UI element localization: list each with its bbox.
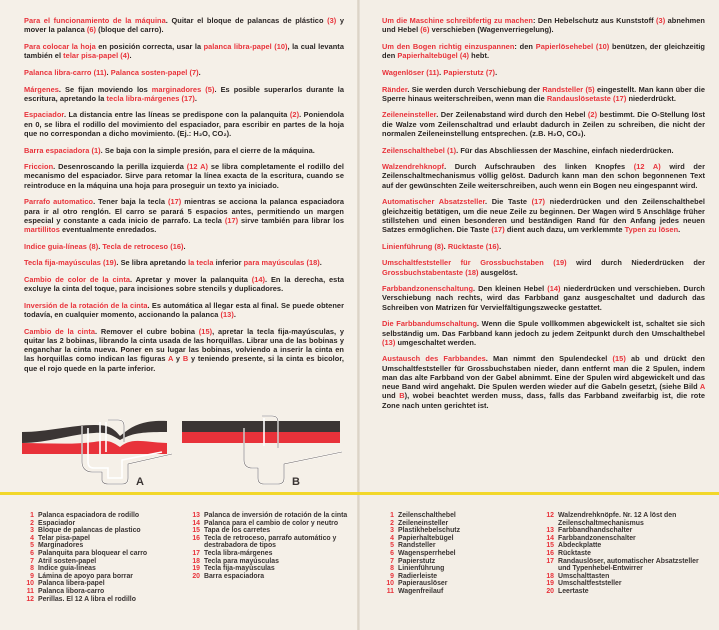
legend-item bbox=[382, 580, 532, 588]
legend-text: Abdeckplatte bbox=[558, 542, 602, 550]
legend-text: Umschaltfeststeller bbox=[558, 580, 622, 588]
body-text: und bbox=[382, 391, 400, 401]
highlight-term: (2) bbox=[587, 110, 598, 120]
legend-number: 17 bbox=[546, 557, 554, 565]
body-text: ), wobei beachtet werden muss, dass, falls das Farbband zweifarbig ist, die rote Zone nach unten gerichtet ist. bbox=[382, 391, 706, 410]
body-text: hebt. bbox=[469, 51, 490, 61]
body-text: . La distancia entre las líneas se predispone con la palanquita bbox=[63, 110, 290, 120]
legend-number: 16 bbox=[546, 549, 554, 557]
highlight-term: Para colocar la hoja bbox=[24, 41, 96, 51]
highlight-term: (12 A) bbox=[633, 162, 661, 172]
highlight-term: (17) bbox=[531, 197, 546, 207]
body-text: ausgelöst. bbox=[478, 267, 518, 277]
body-text: . Quitar el bloque de palancas de plástico bbox=[165, 16, 328, 25]
highlight-term: la tecla bbox=[188, 258, 214, 268]
instruction-paragraph bbox=[382, 68, 705, 77]
body-text: niederdrücken und verschieben. Durch Verschiebung nach rechts, wird das Farbband ganz ausgeschaltet und dadurch das Schreiben von Matrizen für Vervielfältigungszwecke gestattet. bbox=[382, 284, 705, 312]
body-text: . Der Zeilenabstand wird durch den Hebel bbox=[436, 110, 588, 120]
body-text: . bbox=[183, 241, 186, 251]
highlight-term: Zeilenschalthebel (1) bbox=[382, 145, 457, 155]
body-text: . Remover el cubre bobina bbox=[95, 326, 199, 336]
instruction-paragraph bbox=[382, 85, 705, 103]
body-text: . bbox=[678, 224, 681, 234]
highlight-term: Barra espaciadora (1) bbox=[24, 145, 101, 155]
legend-text: Wagenfreilauf bbox=[398, 587, 444, 595]
legend-item bbox=[22, 588, 182, 596]
body-text: . Sie werden durch Verschiebung der bbox=[407, 84, 543, 94]
legend-number: 13 bbox=[546, 527, 554, 535]
highlight-term: Randsteller (5) bbox=[542, 84, 595, 94]
highlight-term: Linienführung (8) bbox=[382, 241, 444, 251]
highlight-term: (6) bbox=[86, 25, 97, 35]
legend-text: Papierstutz bbox=[398, 557, 436, 565]
legend-item bbox=[542, 542, 707, 550]
highlight-term: Umschaltfeststeller für Grossbuchstaben (19) bbox=[382, 258, 567, 268]
legend-number: 9 bbox=[30, 572, 34, 580]
legend-number: 2 bbox=[390, 519, 394, 527]
body-text: benützen, der gleichzeitig den bbox=[382, 41, 705, 61]
highlight-term: Cambio de la cinta bbox=[24, 326, 96, 336]
highlight-term: Um den Bogen richtig einzuspannen bbox=[382, 41, 515, 51]
highlight-term: Para el funcionamiento de la máquina bbox=[24, 16, 166, 25]
body-text: eventualmente enredados. bbox=[59, 224, 157, 234]
highlight-term: (17) bbox=[224, 215, 239, 225]
legend-de-col1 bbox=[382, 512, 532, 596]
legend-item bbox=[542, 527, 707, 535]
legend-item bbox=[382, 527, 532, 535]
legend-number: 10 bbox=[386, 580, 394, 588]
body-text: sirve también para librar los bbox=[238, 215, 345, 225]
legend-number: 12 bbox=[26, 595, 34, 603]
body-text: en posición correcta, usar la bbox=[95, 41, 204, 51]
highlight-term: (17) bbox=[491, 224, 505, 234]
highlight-term: (6) bbox=[420, 25, 430, 35]
highlight-term: telar pisa-papel (4) bbox=[63, 51, 130, 61]
instruction-paragraph bbox=[24, 258, 344, 267]
instruction-paragraph bbox=[24, 16, 344, 34]
legend-text: Telar pisa-papel bbox=[38, 534, 90, 542]
legend-number: 3 bbox=[30, 527, 34, 535]
legend-number: 18 bbox=[546, 572, 554, 580]
highlight-term: A bbox=[699, 382, 705, 392]
legend-number: 16 bbox=[192, 534, 200, 542]
legend-number: 19 bbox=[192, 565, 200, 573]
legend-text: Zeileneinsteller bbox=[398, 519, 449, 527]
legend-text: Palanca de inversión de rotación de la cinta bbox=[204, 512, 348, 519]
highlight-term: Randauslösetaste (17) bbox=[546, 93, 627, 103]
instruction-paragraph bbox=[382, 42, 705, 60]
legend-text: Palanca libera-papel bbox=[38, 580, 105, 588]
highlight-term: (3) bbox=[327, 16, 337, 25]
body-text: : Den Hebelschutz aus Kunststoff bbox=[532, 16, 657, 25]
legend-text: Tecla para mayúsculas bbox=[204, 557, 279, 565]
legend-text: Bloque de palancas de plastico bbox=[38, 527, 141, 535]
page-fold bbox=[357, 0, 360, 630]
legend-item bbox=[542, 580, 707, 588]
legend-number: 4 bbox=[30, 534, 34, 542]
legend-text: Palanca libora-carro bbox=[38, 587, 105, 595]
highlight-term: (13) bbox=[220, 310, 234, 320]
legend-item bbox=[542, 573, 707, 581]
body-text: . Wenn die Spule vollkommen abgewickelt ist, schaltet sie sich selbständig um. Das Farbband kann jedoch zu jedem Zeitpunkt durch den Umschalthebel bbox=[382, 319, 705, 338]
instruction-paragraph bbox=[24, 110, 344, 138]
legend-item bbox=[188, 565, 348, 573]
instruction-paragraph bbox=[382, 354, 705, 409]
legend-item bbox=[22, 512, 182, 520]
body-text: . Se baja con la simple presión, para el cierre de la máquina. bbox=[100, 145, 315, 155]
legend-item bbox=[542, 588, 707, 596]
legend-de-col2 bbox=[542, 512, 707, 596]
legend-number: 8 bbox=[30, 565, 34, 573]
instruction-paragraph bbox=[24, 146, 344, 155]
figure-a bbox=[22, 420, 172, 487]
instruction-paragraph bbox=[24, 68, 344, 77]
legend-item bbox=[188, 573, 348, 581]
left-page-spanish bbox=[0, 0, 358, 630]
body-text: niederdrücken und den Zeilenschalthebel gleichzeitig betätigen, um die neue Zeile zu beginnen. Der Wagen wird 5 Anschläge früher stillstehen und einen besonderen und beständigen Rand für den Anfang jedes neuen Satzes ermöglichen. Die Taste bbox=[382, 197, 705, 234]
body-text: . En la derecha, esta excluye la cinta del toque, para incisiones sobre stencils y duplicadores. bbox=[24, 275, 344, 294]
legend-number: 9 bbox=[390, 572, 394, 580]
legend-number: 3 bbox=[390, 527, 394, 535]
highlight-term: Die Farbbandumschaltung bbox=[382, 319, 477, 329]
legend-text: Espaciador bbox=[38, 519, 76, 527]
highlight-term: martillitos bbox=[24, 224, 60, 234]
legend-item bbox=[22, 520, 182, 528]
body-text: . Durch Aufschrauben des linken Knopfes bbox=[444, 162, 634, 172]
legend-text: Indice guia-lineas bbox=[38, 565, 96, 573]
body-text: . Die Taste bbox=[485, 197, 532, 207]
body-text: ab und drückt den Umschaltfeststeller für Grossbuchstaben nieder, dann entfernt man die 2 Spulen, indem man das alte Farbband von der Gabel abnimmt. Eine der Spulen wird abgewickelt und das neue Band wird angehakt. Die Spulen werden wieder auf die Gabeln gesetzt, (siehe Bild bbox=[382, 354, 705, 392]
legend-number: 14 bbox=[546, 534, 554, 542]
legend-text: Plastikhebelschutz bbox=[398, 527, 461, 535]
highlight-term: Palanca libra-carro (11) bbox=[24, 67, 107, 77]
instruction-paragraph bbox=[382, 284, 705, 312]
legend-es-col2 bbox=[188, 512, 348, 580]
instruction-paragraph bbox=[382, 146, 705, 155]
legend-number: 7 bbox=[390, 557, 394, 565]
legend-text: Palanquita para bloquear el carro bbox=[38, 549, 148, 557]
body-text: . bbox=[198, 67, 201, 77]
body-text: . Apretar y mover la palanquita bbox=[130, 275, 252, 285]
highlight-term: para mayúsculas (18) bbox=[243, 258, 320, 268]
legend-number: 6 bbox=[390, 549, 394, 557]
figure-b-label: B bbox=[292, 476, 300, 487]
body-text: . Tener baja la tecla bbox=[93, 197, 168, 207]
legend-number: 5 bbox=[30, 542, 34, 550]
body-text: eingestellt. Man kann über die Sperre hinaus weiterschreiben, wenn man die bbox=[382, 84, 705, 103]
highlight-term: Grossbuchstabentaste (18) bbox=[382, 267, 479, 277]
legend-item bbox=[22, 596, 182, 604]
body-text: . Desenroscando la perilla izquierda bbox=[53, 162, 187, 172]
legend-item bbox=[542, 558, 707, 573]
highlight-term: Papierstutz (7) bbox=[443, 67, 496, 77]
instruction-paragraph bbox=[382, 197, 705, 234]
legend-item bbox=[382, 512, 532, 520]
body-text: . Für das Abschliessen der Maschine, einfach niederdrücken. bbox=[456, 145, 674, 155]
legend-item bbox=[542, 512, 707, 527]
body-text: wird der Zeilenschaltmechanismus völlig gelöst. Dadurch kann man den schon begonnenen Text auf der gewünschten Zeile weiterschreiben, auch wenn ein Bogen neu eingespannt wird. bbox=[382, 162, 706, 190]
body-text: . Den kleinen Hebel bbox=[473, 284, 548, 294]
legend-text: Tecla fija-mayúsculas bbox=[204, 565, 275, 573]
highlight-term: (15) bbox=[612, 354, 626, 364]
legend-text: Umschalttasten bbox=[558, 572, 610, 580]
body-text: umgeschaltet werden. bbox=[395, 337, 477, 347]
body-text: , la cual levanta también el bbox=[24, 41, 344, 61]
legend-number: 17 bbox=[192, 549, 200, 557]
legend-text: Linienführung bbox=[398, 565, 445, 573]
legend-number: 20 bbox=[546, 587, 554, 595]
legend-item bbox=[382, 550, 532, 558]
legend-item bbox=[22, 535, 182, 543]
legend-item bbox=[382, 542, 532, 550]
legend-item bbox=[22, 527, 182, 535]
figure-a-label: A bbox=[136, 476, 144, 487]
legend-item bbox=[382, 520, 532, 528]
highlight-term: Papierhaltebügel (4) bbox=[397, 51, 470, 61]
body-text: . Poniendola en 0, se libra el rodillo del movimiento del espaciador, para escribir en partes de la hoja que no correspondan a dicho movimiento. (Ej.: H₂O, CO₂). bbox=[24, 110, 344, 138]
highlight-term: Tecla de retroceso (16) bbox=[102, 241, 184, 251]
highlight-term: Márgenes bbox=[24, 84, 59, 94]
legend-item bbox=[22, 573, 182, 581]
highlight-term: Automatischer Absatzsteller bbox=[382, 197, 485, 207]
instruction-paragraph bbox=[382, 242, 705, 251]
instruction-paragraph bbox=[382, 110, 705, 138]
legend-item bbox=[22, 542, 182, 550]
legend-number: 15 bbox=[192, 527, 200, 535]
body-text: . bbox=[194, 93, 197, 103]
legend-text: Lámina de apoyo para borrar bbox=[38, 572, 133, 580]
body-text: niederdrückt. bbox=[626, 93, 676, 103]
legend-item bbox=[382, 573, 532, 581]
body-text: se libra completamente el rodillo del mecanismo del espaciador. Sirve para retomar la línea exacta de la escritura, cuando se reintroduce en la máquina una hoja para proseguir un texto ya iniciado. bbox=[24, 162, 344, 190]
instruction-paragraph bbox=[24, 275, 344, 293]
highlight-term: Espaciador bbox=[24, 110, 64, 120]
body-text: . bbox=[106, 67, 111, 77]
legend-item bbox=[22, 580, 182, 588]
legend-text: Radierleiste bbox=[398, 572, 438, 580]
highlight-term: B bbox=[399, 391, 405, 401]
legend-item bbox=[382, 535, 532, 543]
legend-text: Farbbandhandschalter bbox=[558, 527, 633, 535]
highlight-term: marginadores (5) bbox=[151, 84, 215, 94]
ribbon-figures bbox=[22, 412, 342, 487]
highlight-term: (13) bbox=[382, 337, 396, 347]
body-text: , apretar la tecla fija-mayúsculas, y quitar las 2 bobinas, librando la cinta usada de las horquillas. Librar una de las bobinas y enganchar la cinta nueva. Poner en su lugar las bobinas, volviendo a inserir la cinta en las horquillas como indican las figuras bbox=[24, 326, 345, 364]
legend-item bbox=[188, 550, 348, 558]
highlight-term: palanca libra-papel (10) bbox=[203, 41, 288, 51]
body-text: . Man nimmt den Spulendeckel bbox=[485, 354, 613, 364]
highlight-term: Cambio de color de la cinta bbox=[24, 275, 131, 285]
highlight-term: (15) bbox=[198, 326, 213, 336]
right-page-german bbox=[360, 0, 719, 630]
highlight-term: tecla libra-márgenes (17) bbox=[106, 93, 195, 103]
legend-text: Farbbandzonenschalter bbox=[558, 534, 636, 542]
highlight-term: Austausch des Farbbandes bbox=[382, 354, 486, 364]
legend-text: Walzendrehknöpfe. Nr. 12 A löst den Zeilenschaltmechanismus bbox=[558, 512, 677, 527]
body-text: . bbox=[319, 258, 322, 268]
legend-text: Tapa de los carretes bbox=[204, 527, 271, 535]
left-instructions bbox=[24, 16, 344, 380]
highlight-term: Rücktaste (16) bbox=[447, 241, 500, 251]
body-text: : den bbox=[514, 41, 536, 51]
legend-number: 15 bbox=[546, 542, 554, 550]
legend-number: 1 bbox=[390, 512, 394, 519]
body-text: . bbox=[439, 67, 444, 77]
highlight-term: B bbox=[182, 354, 189, 364]
body-text: inferior bbox=[213, 258, 244, 268]
body-text: . Se fijan moviendo los bbox=[58, 84, 152, 94]
ribbon-a-black bbox=[22, 421, 167, 443]
legend-number: 19 bbox=[546, 580, 554, 588]
body-text: verschieben (Wagenverriegelung). bbox=[429, 25, 554, 35]
highlight-term: Parrafo automatico bbox=[24, 197, 94, 207]
legend-number: 7 bbox=[30, 557, 34, 565]
ribbon-b-black bbox=[182, 421, 340, 432]
body-text: wird durch Niederdrücken der bbox=[566, 258, 705, 268]
body-text: . Es posible superarlos durante la escritura, apretando la bbox=[24, 84, 344, 103]
legend-number: 13 bbox=[192, 512, 200, 519]
highlight-term: (14) bbox=[547, 284, 561, 294]
highlight-term: (17) bbox=[167, 197, 182, 207]
legend-number: 2 bbox=[30, 519, 34, 527]
instruction-paragraph bbox=[382, 319, 705, 347]
highlight-term: Indice guia-líneas (8) bbox=[24, 241, 99, 251]
body-text: . bbox=[495, 67, 498, 77]
legend-text: Papierauslöser bbox=[398, 580, 448, 588]
highlight-term: (2) bbox=[289, 110, 300, 120]
instruction-paragraph bbox=[382, 16, 705, 34]
legend-number: 5 bbox=[390, 542, 394, 550]
yellow-divider bbox=[0, 492, 719, 495]
legend-number: 1 bbox=[30, 512, 34, 519]
instruction-paragraph bbox=[382, 258, 705, 276]
body-text: (bloque del carro). bbox=[96, 25, 164, 35]
ribbon-b-red bbox=[182, 432, 340, 443]
body-text: . bbox=[129, 51, 132, 61]
highlight-term: Tecla fija-mayúsculas (19) bbox=[24, 258, 117, 268]
legend-number: 14 bbox=[192, 519, 200, 527]
body-text: . Se libra apretando bbox=[116, 258, 189, 268]
legend-text: Papierhaltebügel bbox=[398, 534, 454, 542]
instruction-paragraph bbox=[24, 197, 344, 234]
legend-text: Wagensperrhebel bbox=[398, 549, 456, 557]
instruction-paragraph bbox=[24, 327, 344, 373]
body-text: . bbox=[443, 241, 448, 251]
legend-text: Perillas. El 12 A libra el rodillo bbox=[38, 595, 136, 603]
legend-number: 18 bbox=[192, 557, 200, 565]
instruction-paragraph bbox=[24, 42, 344, 60]
highlight-term: (3) bbox=[656, 16, 666, 25]
right-instructions bbox=[382, 16, 705, 417]
legend-text: Leertaste bbox=[558, 587, 589, 595]
highlight-term: (14) bbox=[251, 275, 266, 285]
legend-es-col1 bbox=[22, 512, 182, 603]
body-text: dient auch dazu, um verklemmte bbox=[504, 224, 625, 234]
legend-number: 11 bbox=[386, 587, 394, 595]
legend-item bbox=[22, 550, 182, 558]
highlight-term: Farbbandzonenschaltung bbox=[382, 284, 474, 294]
legend-number: 8 bbox=[390, 565, 394, 573]
legend-number: 11 bbox=[26, 587, 34, 595]
ribbon-a-red bbox=[22, 441, 167, 454]
highlight-term: (12 A) bbox=[186, 162, 209, 172]
body-text: . bbox=[499, 241, 502, 251]
legend-number: 12 bbox=[546, 512, 554, 519]
legend-text: Marginadores bbox=[38, 542, 84, 550]
legend-item bbox=[382, 565, 532, 573]
highlight-term: Walzendrehknopf bbox=[382, 162, 445, 172]
legend-text: Atril sosten-papel bbox=[38, 557, 97, 565]
body-text: . bbox=[98, 241, 103, 251]
legend-number: 10 bbox=[26, 580, 34, 588]
highlight-term: A bbox=[168, 354, 174, 364]
legend-text: Randsteller bbox=[398, 542, 436, 550]
legend-number: 6 bbox=[30, 549, 34, 557]
instruction-paragraph bbox=[382, 162, 705, 190]
instruction-paragraph bbox=[24, 242, 344, 251]
body-text: . Es automática al llegar esta al final. Se puede obtener todavía, en cualquier momento, accionando la palanca bbox=[24, 300, 344, 320]
legend-item bbox=[188, 520, 348, 528]
figure-b bbox=[182, 416, 342, 487]
legend-text: Palanca espaciadora de rodillo bbox=[38, 512, 140, 519]
highlight-term: Zeileneinsteller bbox=[382, 110, 437, 120]
body-text: y mover la palanca bbox=[24, 16, 345, 35]
body-text: bestimmt. Die O-Stellung löst die Walze vom Zeilenschaltrad und erlaubt dadurch in Zeilen zu schreiben, die nicht der normalen Zeileneinstellung entsprechen. (z.B. H₂O, CO₂). bbox=[382, 110, 706, 138]
legend-number: 20 bbox=[192, 572, 200, 580]
body-text: . bbox=[233, 310, 236, 320]
highlight-term: Wagenlöser (11) bbox=[382, 67, 440, 77]
legend-item bbox=[382, 588, 532, 596]
legend-text: Zeilenschalthebel bbox=[398, 512, 456, 519]
instruction-paragraph bbox=[24, 301, 344, 319]
legend-text: Tecla de retroceso, parrafo automático y destrabadora de tipos bbox=[204, 534, 337, 550]
body-text: y bbox=[173, 354, 183, 364]
legend-text: Randauslöser, automatischer Absatzsteller und Typenhebel-Entwirrer bbox=[558, 557, 699, 573]
legend-text: Tecla libra-márgenes bbox=[204, 549, 273, 557]
legend-item bbox=[382, 558, 532, 566]
highlight-term: Ränder bbox=[382, 84, 408, 94]
legend-item bbox=[22, 558, 182, 566]
legend-text: Rücktaste bbox=[558, 549, 591, 557]
body-text: mientras se acciona la palanca espaciadora para ir al otro renglón. El carro se parará 5 espacios antes, permitiendo un margen especial y constante a cada inicio de parrafo. La tecla bbox=[24, 197, 344, 225]
highlight-term: Palanca sosten-papel (7) bbox=[110, 67, 199, 77]
instruction-paragraph bbox=[24, 162, 344, 190]
legend-item bbox=[188, 527, 348, 535]
legend-item bbox=[188, 558, 348, 566]
legend-item bbox=[542, 535, 707, 543]
body-text: abnehmen und Hebel bbox=[382, 16, 705, 35]
highlight-term: Typen zu lösen bbox=[624, 224, 679, 234]
legend-number: 4 bbox=[390, 534, 394, 542]
legend-text: Palanca para el cambio de color y neutro bbox=[204, 519, 339, 527]
highlight-term: Friccion bbox=[24, 162, 54, 172]
legend-item bbox=[188, 512, 348, 520]
body-text: y teniendo presente, si la cinta es bicolor, que el rojo quede en la parte inferior. bbox=[24, 354, 344, 373]
instruction-paragraph bbox=[24, 85, 344, 103]
legend-text: Barra espaciadora bbox=[204, 572, 265, 580]
highlight-term: Um die Maschine schreibfertig zu machen bbox=[382, 16, 533, 25]
legend-item bbox=[542, 550, 707, 558]
highlight-term: Inversión de la rotación de la cinta bbox=[24, 300, 148, 310]
legend-item bbox=[188, 535, 348, 550]
highlight-term: Papierlösehebel (10) bbox=[535, 41, 610, 51]
legend-item bbox=[22, 565, 182, 573]
